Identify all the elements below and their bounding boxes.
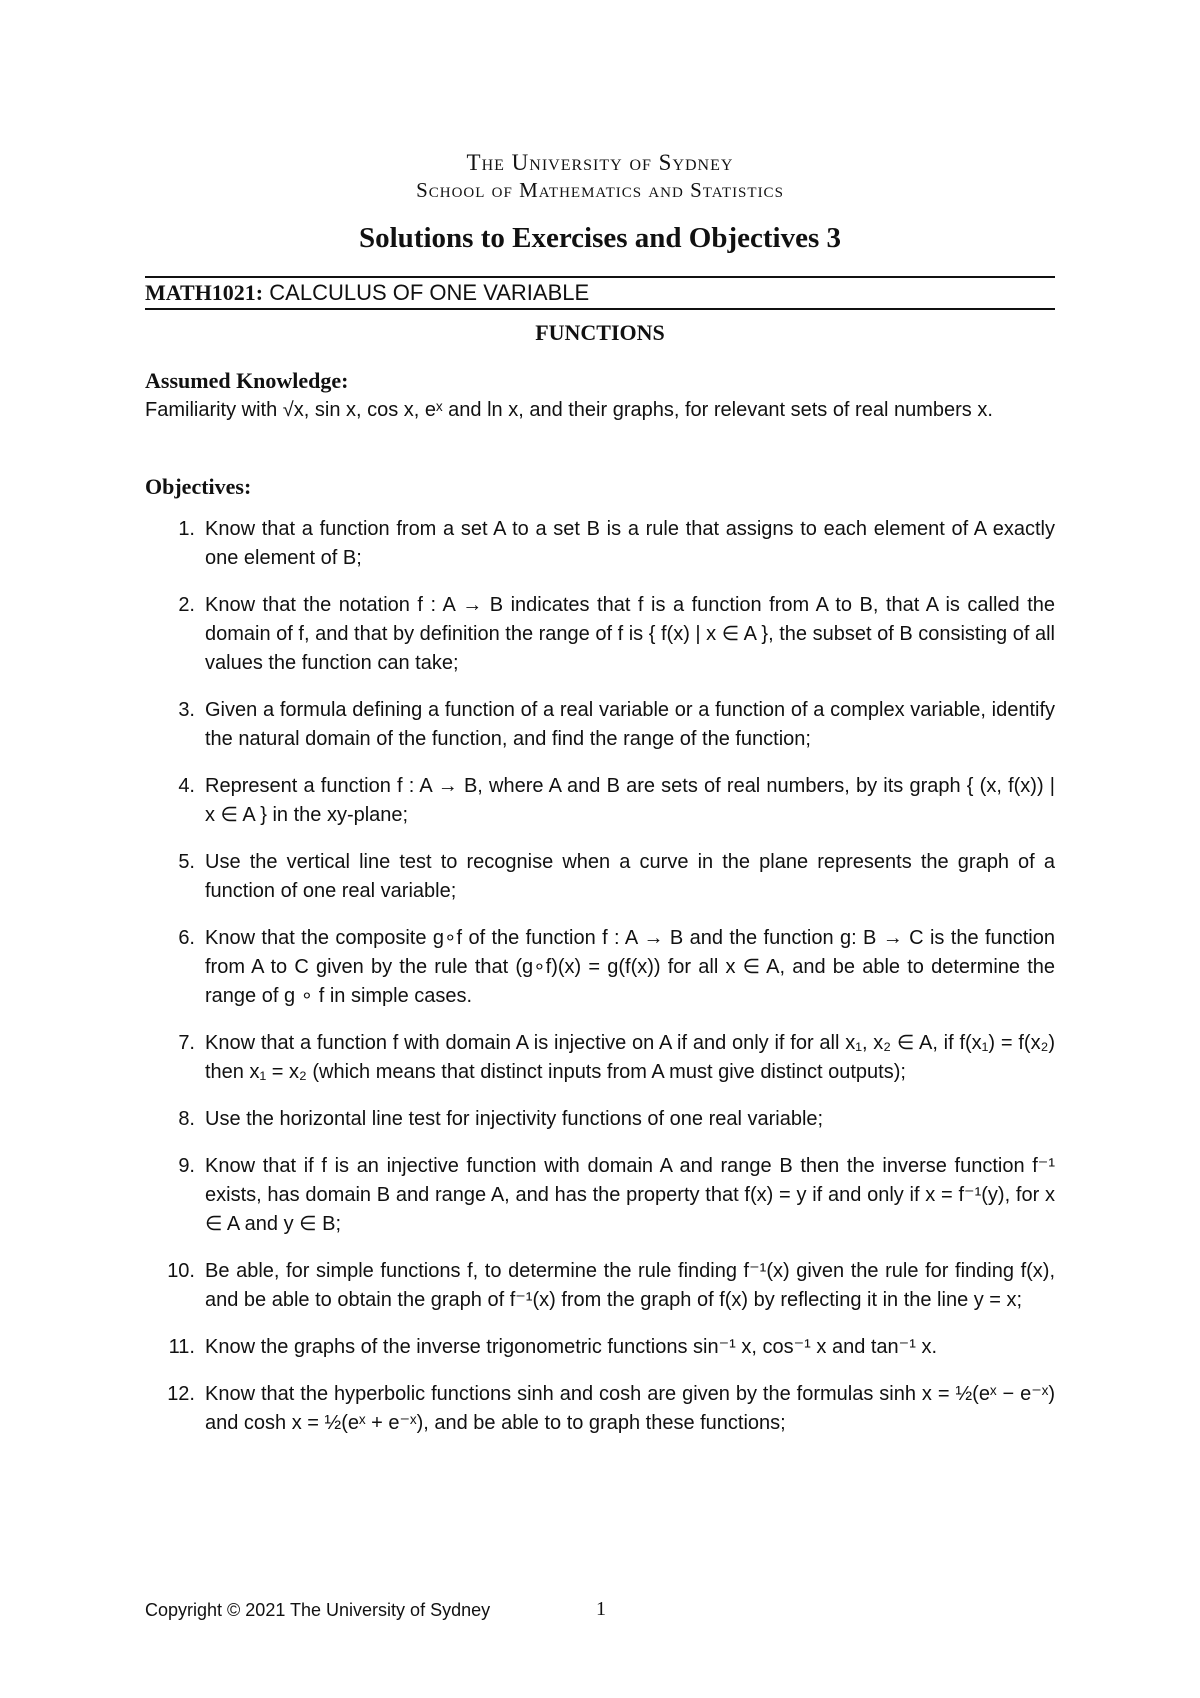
bottom-rule [145, 308, 1055, 310]
objectives-heading: Objectives: [145, 474, 252, 499]
objective-item [145, 1029, 1055, 1087]
objective-text: Use the horizontal line test for injectivity functions of one real variable; [205, 1108, 824, 1130]
objective-number: 1. [178, 518, 195, 540]
assumed-knowledge-heading: Assumed Knowledge: [145, 368, 349, 393]
objective-item [145, 515, 1055, 573]
objective-number: 3. [178, 699, 195, 721]
copyright-notice: Copyright © 2021 The University of Sydney [145, 1600, 491, 1620]
objective-text: Know that a function from a set A to a set B is a rule that assigns to each element of A exactly one element of B; [205, 518, 1055, 569]
top-rule [145, 276, 1055, 278]
objective-item [145, 772, 1055, 830]
objective-number: 9. [178, 1155, 195, 1177]
document-title: Solutions to Exercises and Objectives 3 [359, 222, 841, 254]
objective-item [145, 696, 1055, 754]
objective-number: 5. [178, 851, 195, 873]
objective-item [145, 924, 1055, 1011]
objective-number: 11. [168, 1336, 195, 1358]
course-code: MATH1021: [145, 280, 264, 305]
objectives-list [145, 515, 1055, 1456]
objective-item [145, 1105, 1055, 1134]
objective-item [145, 1257, 1055, 1315]
objective-text: Given a formula defining a function of a real variable or a function of a complex variable, identify the natural domain of the function, and find the range of the function; [205, 699, 1055, 750]
objective-text: Know that if f is an injective function with domain A and range B then the inverse function f⁻¹ exists, has domain B and range A, and has the property that f(x) = y if and only if x = f⁻¹(y), for x ∈ A and y ∈ B; [205, 1155, 1055, 1235]
page-number: 1 [596, 1598, 606, 1620]
topic-heading: FUNCTIONS [535, 320, 665, 345]
objective-text: Know that a function f with domain A is injective on A if and only if for all x₁, x₂ ∈ A, if f(x₁) = f(x₂) then x₁ = x₂ (which means that distinct inputs from A must give distinct outputs); [205, 1032, 1055, 1083]
objective-text: Know that the hyperbolic functions sinh and cosh are given by the formulas sinh x = ½(eˣ − e⁻ˣ) and cosh x = ½(eˣ + e⁻ˣ), and be able to to graph these functions; [205, 1383, 1055, 1434]
course-line [145, 280, 589, 306]
objective-number: 4. [178, 775, 195, 797]
objective-text: Know that the composite g∘f of the function f : A → B and the function g: B → C is the function from A to C given by the rule that (g∘f)(x) = g(f(x)) for all x ∈ A, and be able to determine the range of g ∘ f in simple cases. [205, 927, 1055, 1007]
objective-number: 2. [178, 594, 195, 616]
objective-number: 8. [178, 1108, 195, 1130]
objective-text: Use the vertical line test to recognise when a curve in the plane represents the graph of a function of one real variable; [205, 851, 1055, 902]
assumed-knowledge-text: Familiarity with √x, sin x, cos x, eˣ and ln x, and their graphs, for relevant sets of real numbers x. [145, 399, 993, 421]
objective-item [145, 1333, 1055, 1362]
objective-number: 12. [167, 1383, 195, 1405]
objective-text: Know that the notation f : A → B indicates that f is a function from A to B, that A is called the domain of f, and that by definition the range of f is { f(x) | x ∈ A }, the subset of B consisting of all values the function can take; [205, 594, 1055, 674]
objective-text: Be able, for simple functions f, to determine the rule finding f⁻¹(x) given the rule for finding f(x), and be able to obtain the graph of f⁻¹(x) from the graph of f(x) by reflecting it in the line y = x; [205, 1260, 1055, 1311]
objective-item [145, 1152, 1055, 1239]
university-name: The University of Sydney [466, 150, 734, 175]
objective-number: 7. [178, 1032, 195, 1054]
objective-item [145, 591, 1055, 678]
objective-item [145, 1380, 1055, 1438]
objective-text: Represent a function f : A → B, where A and B are sets of real numbers, by its graph { (x, f(x)) | x ∈ A } in the xy-plane; [205, 775, 1055, 826]
objective-text: Know the graphs of the inverse trigonometric functions sin⁻¹ x, cos⁻¹ x and tan⁻¹ x. [205, 1336, 938, 1358]
course-name: CALCULUS OF ONE VARIABLE [269, 280, 590, 305]
objective-number: 6. [178, 927, 195, 949]
objective-item [145, 848, 1055, 906]
objective-number: 10. [167, 1260, 195, 1282]
school-name: School of Mathematics and Statistics [416, 178, 784, 202]
